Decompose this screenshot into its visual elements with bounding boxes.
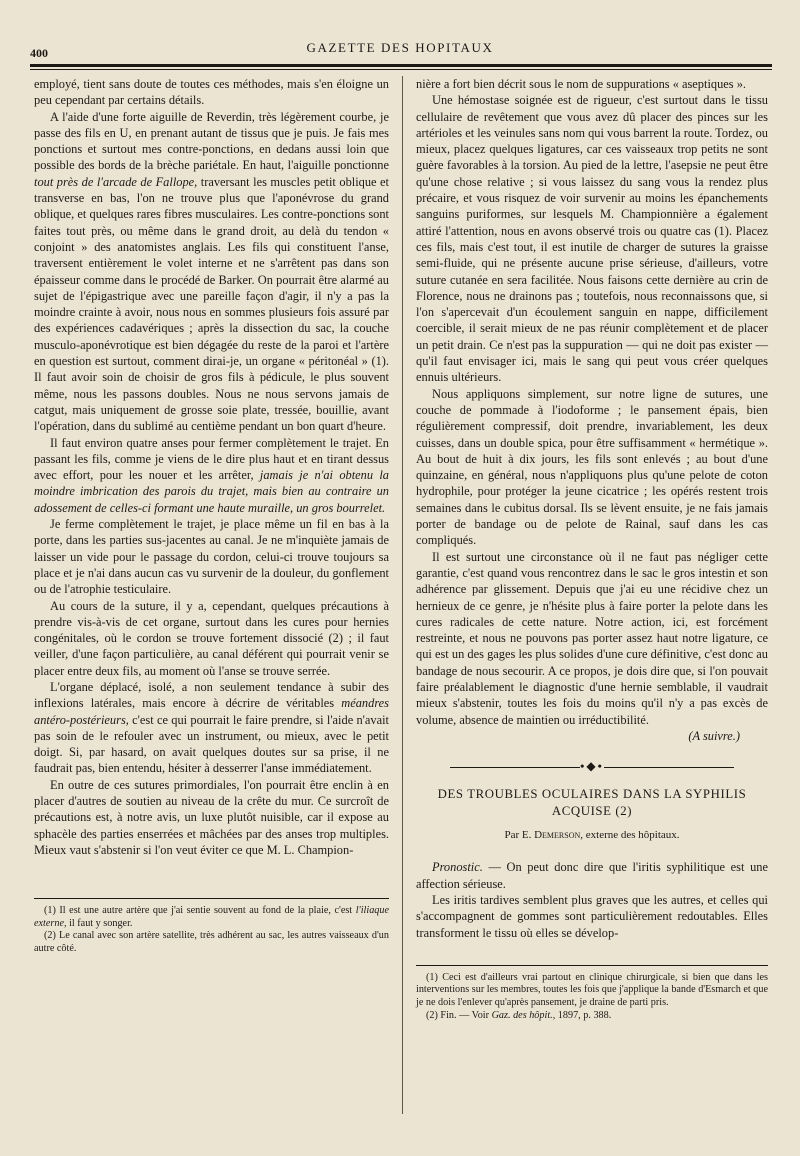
running-title: GAZETTE DES HOPITAUX — [306, 40, 494, 55]
paragraph: Au cours de la suture, il y a, cependant, quelques précautions à prendre vis-à-vis de cet organe, surtout dans les cures pour hernies congénitales, où le cordon se trouve fortement dissocié (2) ; il faut veiller, d'une façon particulière, au canal déférent qui pourrait venir se placer entre deux fils, au moment où l'anse se trouve serrée. — [34, 598, 389, 678]
paragraph-text: c'est ce qui pourrait le faire prendre, si l'aide n'avait pas soin de le refouler avec un instrument, ou mieux, avec le petit doigt. Si, par hasard, on avait quelques doutes sur sa prise, il ne faudrait pas, bien entendu, hésiter à desserrer l'anse immédiatement. — [34, 712, 389, 776]
footnote-rule — [34, 898, 389, 899]
paragraph — [416, 859, 768, 892]
italic-phrase: jamais je n'ai obtenu la moindre imbrication des parois du trajet, mais bien au contraire un adossement de celles-ci formant une haute muraille, un gros bourrelet. — [34, 468, 389, 515]
paragraph-text: traversant les muscles petit oblique et transverse en bas, l'on ne trouve plus que l'aponévrose du grand oblique, et quelques rares fibres musculaires. Les contre-ponctions sont faites tout près, ou même dans le grand droit, au delà du tendon « conjoint » des anatomistes anglais. Les fils qui constituent l'anse, traversent entièrement le volet interne et ne s'arrêtent pas dans son épaisseur comme dans le procédé de Barker. On pourrait être alarmé au sujet de l'épigastrique avec une pareille façon d'agir, il n'y a pas la moindre crainte à avoir, nous nous en sommes plusieurs fois assuré par des expériences cadavériques ; après la dissection du sac, la couche musculo-aponévrotique est bien dégagée du reste de la paroi et l'artère en question est surtout, comment dirai-je, un organe « péritonéal » (1). Il faut avoir soin de choisir de gros fils à pédicule, le plus souvent même, nous les passons doubles. Nous ne nous servons jamais de catgut, mais uniquement de grosse soie plate, tressée, bouillie, avant l'opération, dans du sublimé au centième pendant un bon quart d'heure. — [34, 174, 389, 434]
paragraph — [34, 109, 389, 435]
paragraph: En outre de ces sutures primordiales, l'on pourrait être enclin à en placer d'autres de soutien au niveau de la crête du mur. Ce surcroît de précautions est, à notre avis, un luxe plutôt nuisible, car il expose au sphacèle des parties enserrées et mâchées par des anses trop multiples. Mieux vaut s'abstenir si l'on veut éviter ce que M. L. Champion- — [34, 777, 389, 857]
to-be-continued: (A suivre.) — [688, 728, 740, 743]
footnote-text: (1) Il est une autre artère que j'ai sentie souvent au fond de la plaie, c'est — [44, 905, 356, 917]
column-divider — [402, 76, 403, 1114]
article-title: DES TROUBLES OCULAIRES DANS LA SYPHILIS ACQUISE (2) — [437, 787, 747, 818]
page-number: 400 — [30, 46, 48, 60]
header-rule-thick — [30, 64, 772, 67]
paragraph: employé, tient sans doute de toutes ces méthodes, mais s'en éloigne un peu cependant par certains détails. — [34, 77, 389, 108]
left-column — [34, 76, 389, 956]
italic-phrase: Gaz. des hôpit., — [491, 1009, 556, 1021]
paragraph: Il est surtout une circonstance où il ne faut pas négliger cette garantie, c'est quand vous rencontrez dans le sac le gros intestin et son adhérence par glissement. Depuis que j'ai eu une récidive chez un hernieux de ce genre, je n'hésite plus à faire porter la pelote dans les cures radicales de cette nature. Notre action, ici, est forcément restreinte, et nous ne pouvons pas porter assez haut notre ligature, ce qui est un des gages les plus solides d'une cure définitive, c'est donc au bandage de nous secourir. A ce propos, je dois dire que, si l'on pouvait faire préalablement le diagnostic d'une hernie semblable, il vaudrait mieux s'abstenir, toutes les fois du moins qu'il n'y a pas excès de volume, absence de maintien ou irréductibilité. — [416, 549, 768, 727]
paragraph: nière a fort bien décrit sous le nom de suppurations « aseptiques ». — [416, 77, 746, 91]
footnote: (1) Ceci est d'ailleurs vrai partout en clinique chirurgicale, si bien que dans les interventions sur les membres, toutes les fois que j'applique la bande d'Esmarch et que je ne dois l'enlever qu'après pansement, je draine de parti pris. — [416, 971, 768, 1009]
paragraph-text: L'organe déplacé, isolé, a non seulement tendance à subir des inflexions latérales, mais encore à décrire de véritables — [34, 679, 389, 711]
byline-prefix: Par E. — [504, 829, 535, 842]
separator-ornament: •◆• — [580, 759, 604, 774]
italic-phrase: tout près de l'arcade de Fallope, — [34, 174, 198, 189]
byline — [416, 827, 768, 843]
paragraph — [34, 679, 389, 777]
header-rule-thin — [30, 69, 772, 70]
footnote-text: 1897, p. 388. — [555, 1009, 612, 1021]
byline-suffix: , externe des hôpitaux. — [580, 829, 680, 842]
paragraph — [34, 435, 389, 516]
paragraph-text: A l'aide d'une forte aiguille de Reverdin, très légèrement courbe, je passe des fils en U, en prenant autant de tissus que je puis. Je fais mes ponctions et surtout mes contre-ponctions, en dedans aussi loin que possible des bords de la brèche pariétale. En haut, l'aiguille ponctionne — [34, 109, 389, 173]
section-label: Pronostic. — [432, 860, 483, 875]
paragraph-text: — On peut donc dire que l'iritis syphilitique est une affection sérieuse. — [416, 860, 768, 891]
footnote-rule — [416, 965, 768, 966]
article-separator — [416, 758, 768, 774]
footnote — [34, 905, 389, 930]
paragraph-text: Il faut environ quatre anses pour fermer complètement le trajet. En passant les fils, comme je viens de le dire plus haut et en tirant dessus avec effort, pour les nouer et les arrêter, — [34, 435, 389, 483]
paragraph: Je ferme complètement le trajet, je place même un fil en bas à la porte, dans les parties sus-jacentes au canal. Je ne m'inquiète jamais de laisser un vide pour le passage du cordon, celui-ci trouve toujours sa place et je n'ai dans aucun cas vu survenir de la douleur, du gonflement ou de l'atrophie testiculaire. — [34, 517, 389, 597]
footnote-text: il faut y songer. — [66, 917, 133, 929]
right-column — [416, 76, 768, 1022]
paragraph: Une hémostase soignée est de rigueur, c'est surtout dans le tissu cellulaire de revêtement que vous avez dû placer des pinces sur les artérioles et les veinules sans nom qui vous barrent la route. Tordez, ou mieux, placez quelques ligatures, car ces vaisseaux trop petits ne sont guère favorables à la torsion. Au pied de la lettre, l'asepsie ne peut être qu'une chose relative ; si vous laissez du sang vous la rendez plus précaire, et vous risquez de voir survenir au moins les épanchements sanguins puriformes, sur lesquels M. Championnière a également attiré l'attention, nous en avons observé trois ou quatre cas (1). Placez ces fils, mais c'est tout, il est inutile de charger de sutures la graisse semi-fluide, qui ne présente aucune prise sérieuse, d'ailleurs, votre suture cutanée en sera facilitée. Nous faisons cette dernière au crin de Florence, nous ne drainons pas ; toutefois, nous reconnaissons que, si l'on s'apercevait d'un écoulement sanguin en nappe, difficilement coercible, il serait mieux de ne pas réunir complètement et de placer un petit drain. Ce n'est pas la suppuration — qui ne doit pas exister — qu'il faut envisager ici, mais le sang qui peut vous créer quelques ennuis ultérieurs. — [416, 93, 768, 385]
paragraph: Les iritis tardives semblent plus graves que les autres, et celles qui s'accompagnent de gommes sont particulièrement redoutables. Elles transforment le tissu où elles se dévelop- — [416, 892, 768, 940]
footnote: (2) Le canal avec son artère satellite, très adhérent au sac, les autres vaisseaux d'un autre côté. — [34, 930, 389, 955]
author-name: Demerson — [534, 829, 581, 842]
footnote-text: (2) Fin. — Voir — [426, 1009, 492, 1021]
italic-phrase: méandres antéro-postérieurs, — [34, 696, 389, 727]
footnote — [416, 1010, 768, 1023]
paragraph: Nous appliquons simplement, sur notre ligne de sutures, une couche de pommade à l'iodoforme ; le pansement épais, bien régulièrement compressif, doit prendre, invariablement, les deux cuisses, dans un double spica, pour être suffisamment « hermétique ». Au bout de huit à dix jours, les fils sont enlevés ; au bout d'une quinzaine, en général, nous n'appliquons plus qu'une pelote de coton hydrophile, pour protéger la jeune cicatrice ; les opérés restent trois semaines dans le cubitus dorsal. Ils se lèvent ensuite, je ne fais jamais porter de bandage ou de pelote de Rainal, sauf dans les cas compliqués. — [416, 386, 768, 548]
italic-phrase: l'iliaque externe, — [34, 905, 389, 929]
